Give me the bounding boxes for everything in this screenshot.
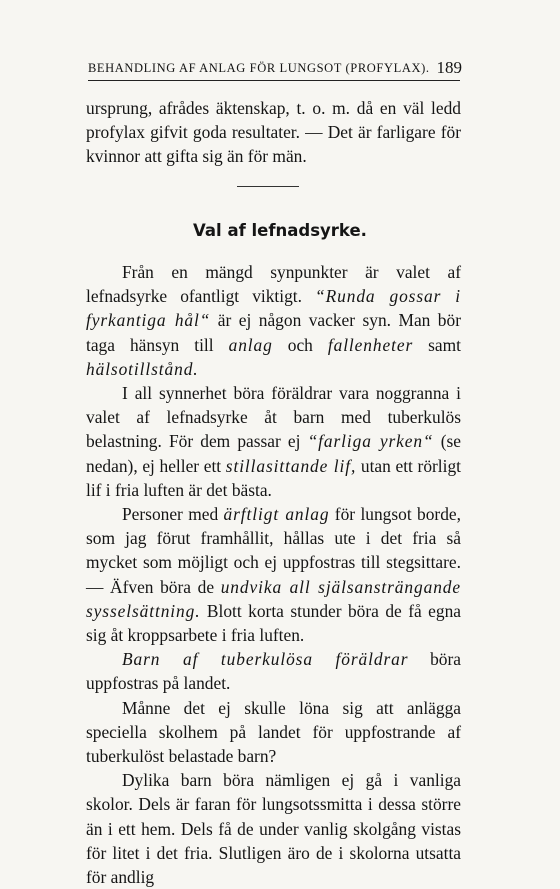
- emphasized-text: “Runda gossar i fyrkantiga hål“: [86, 286, 461, 331]
- body-paragraph: [86, 768, 461, 889]
- running-title: BEHANDLING AF ANLAG FÖR LUNGSOT (PROFYLAX).: [88, 61, 430, 75]
- body-paragraph: [86, 381, 461, 502]
- emphasized-text: stillasittande lif,: [225, 455, 357, 476]
- emphasized-text: “farliga yrken“: [307, 431, 434, 452]
- emphasized-text: Barn af tuberkulösa föräldrar: [122, 649, 409, 670]
- paragraph-text: utan ett rörligt lif i fria luften är det bästa.: [86, 455, 461, 500]
- paragraph-text: för lungsot borde, som jag förut framhållit, hållas ute i det fria så mycket som möjligt och ej uppfostras till stegsittare. — Äfven böra de: [86, 504, 461, 597]
- paragraph-text: Blott korta stunder böra de få egna sig åt kroppsarbete i fria luften.: [86, 600, 461, 646]
- paragraph-text: Från en mängd synpunkter är valet af lefnadsyrke ofantligt viktigt.: [86, 262, 461, 307]
- intro-paragraph: [86, 96, 461, 169]
- paragraph-text: och: [272, 334, 328, 355]
- body-paragraph: [86, 502, 461, 647]
- body-paragraph: [86, 260, 461, 381]
- emphasized-text: anlag: [228, 334, 273, 355]
- intro-line: ursprung, afrådes äktenskap, t. o. m. då en väl ledd: [86, 98, 461, 118]
- emphasized-text: undvika all själsansträngande sysselsättning.: [86, 576, 461, 621]
- emphasized-text: ärftligt anlag: [223, 504, 330, 525]
- intro-line: kvinnor att gifta sig än för män.: [86, 146, 307, 167]
- paragraph-text: böra uppfostras på landet.: [86, 649, 461, 694]
- emphasized-text: hälsotillstånd.: [86, 358, 199, 379]
- body-paragraph: [86, 696, 461, 769]
- section-divider: [237, 186, 299, 187]
- section-body: [86, 260, 461, 889]
- page-number: 189: [436, 58, 462, 77]
- paragraph-text: Personer med: [122, 504, 224, 525]
- paragraph-text: är ej någon vacker syn. Man bör taga hänsyn till: [86, 310, 461, 355]
- paragraph-text: I all synnerhet böra föräldrar vara noggranna i valet af lefnadsyrke åt barn med tuberkulös belastning. För dem passar ej: [86, 383, 461, 452]
- paragraph-text: Dylika barn böra nämligen ej gå i vanliga skolor. Dels är faran för lungsotssmitta i dessa större än i ett hem. Dels få de under vanlig skolgång vistas för litet i det fria. Slutligen äro de i skolorna utsatta för andlig: [86, 770, 461, 888]
- paragraph-text: Månne det ej skulle löna sig att anlägga speciella skolhem på landet för uppfostrande af tuberkulöst belastade barn?: [86, 697, 461, 767]
- header-rule: [88, 80, 460, 81]
- paragraph-text: (se nedan), ej heller ett: [86, 431, 461, 476]
- paragraph-text: samt: [413, 334, 461, 355]
- running-header: [88, 58, 468, 77]
- emphasized-text: fallenheter: [327, 334, 414, 355]
- body-paragraph: [86, 647, 461, 695]
- intro-line: profylax gifvit goda resultater. — Det är farligare för: [86, 122, 461, 143]
- section-title: Val af lefnadsyrke.: [193, 221, 367, 240]
